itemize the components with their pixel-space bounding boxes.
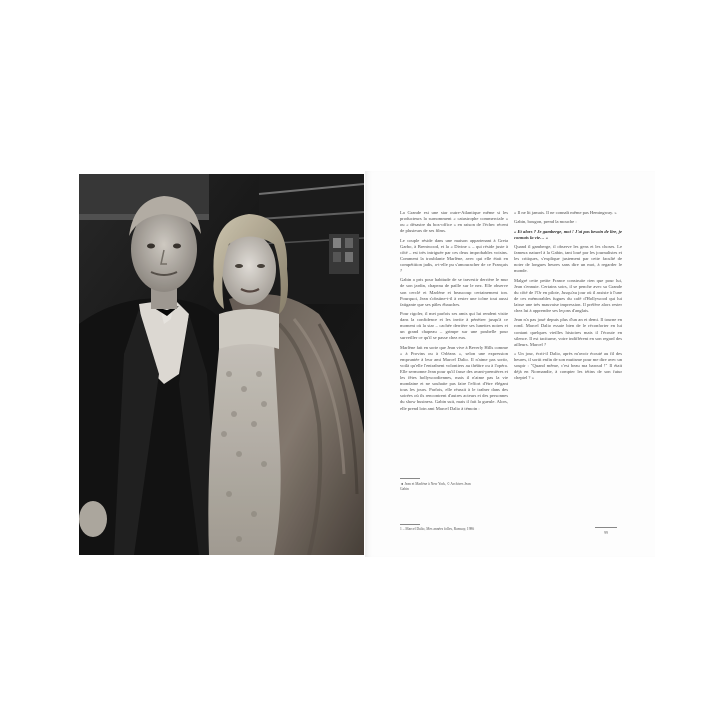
paragraph: Gabin a pris pour habitude de se travestir derrière le mur de son jardin, chapeau de paille sur le nez. Elle observe son cerclé et Marlène et beaucoup certainement ton. Pourquoi, Jean s'obstine-t-il à rester une icône tout aussi fatigante que ses pâles ébauches. xyxy=(400,277,508,307)
folio-divider xyxy=(595,527,617,528)
paragraph: « Il ne lit jamais. Il ne connaît même pas Hemingway. » xyxy=(514,210,617,215)
paragraph: La Grande est une star outre-Atlantique même si les producteurs la surnomment « catastrophe commerciale » ou « désastre du box-office » en raison de l'échec récent de plusieurs de ses films. xyxy=(400,210,508,234)
footnote: 1 – Marcel Dalio, Mes années folles, Ramsay, 1986 xyxy=(400,527,475,531)
book-spread xyxy=(75,171,655,557)
paragraph: Marlène fait en sorte que Jean vive à Beverly Hills comme « à Provins ou à Orléans », selon une expression empruntée à leur ami Marcel Dalio. Il n'aime pas sortir, voilà qu'elle l'entraînent volontiers au théâtre ou à l'opéra. Elle sermonne Jean pour qu'il fasse des avant-premières et les fêtes hollywoodiennes, mais il n'aime pas la vie mondaine et ne souhaite pas faire l'effort d'être élégant tous les jours. Parfois, elle réussit à le traîner dans des soirées où ils rencontrent d'autres acteurs et des personnes du show business. Gabin suit, mais il fait la gueule. Alors, elle prend loin ami Marcel Dalio à témoin : xyxy=(400,344,508,411)
paragraph: « Un jour, écrit-il Dalio, après m'avoir écouté au fil des heures, il sortit enfin de son mutisme pour me dire avec un soupir : "Quand même, c'est beau ma baroud !" Il était déjà en Normandie, à compter les tétins de son futur cheptel ? » xyxy=(514,351,622,381)
paragraph: Pour rigoler, il met parfois ses amis qui lui rendent visite dans la confidence et les invite à pénétrer jusqu'à ce moment où la star – cachée derrière ses lunettes noires et un grand chapeau – grimpe sur une poubelle pour surveiller ce qu'il se passe chez eux. xyxy=(400,310,508,341)
archival-photo xyxy=(79,174,364,555)
paragraph: Gabin, bougon, prend la mouche : xyxy=(514,219,577,225)
footnote-divider xyxy=(400,524,420,525)
paragraph: Quand il gamberge, il observe les gens et les choses. Le fameux naturel à la Gabin, tant loué par les journalistes et les critiques, s'explique justement par cette faculté de noter de longues heures sans dire un mot, à regarder le monde. xyxy=(514,243,622,274)
text-column-left xyxy=(400,210,508,415)
paragraph: Le couple réside dans une maison appartenant à Greta Garbo, à Brentwood, et la « Divine » – qui réside juste à côté – est très intriguée par ces deux improbables voisins. Comment la troublante Marlène, avec qui elle était en compétition jadis, a-t-elle pu s'amouracher de ce Français ? xyxy=(400,237,508,274)
page-number: 99 xyxy=(604,531,608,535)
photo-caption: ◄ Jean et Marlène à New York, © Archives Jean Gabin xyxy=(400,482,471,491)
quote-paragraph: « Et alors ? Je gamberge, moi ! J'ai pas besoin de lire, je connais la vie… » xyxy=(514,228,622,240)
right-page xyxy=(365,171,655,557)
text-column-right xyxy=(514,210,622,385)
left-page xyxy=(75,171,365,557)
caption-divider xyxy=(400,478,420,479)
paragraph: Jean n'a pas joué depuis plus d'un an et demi. Il tourne en rond. Marcel Dalio essaie bien de le réconforter en lui contant quelques vieilles histoires mais il l'écoute en silence. Il est taciturne, voire indifférent en son regard des ailleurs. Marcel ? xyxy=(514,317,622,347)
paragraph: Malgré cette petite France construite rien que pour lui, Jean s'ennuie. Certains soirs, il se penche avec sa Grande du côté de l'Or en pilote, Jusqu'au jour où il assiste à l'une de ces mémorables fugues du café d'Hollywood qui lui laisse une très mauvaise impression. Il préfère alors rester chez lui à apprendre ses leçons d'anglais. xyxy=(514,277,622,314)
photo-couple-icon xyxy=(79,174,364,555)
